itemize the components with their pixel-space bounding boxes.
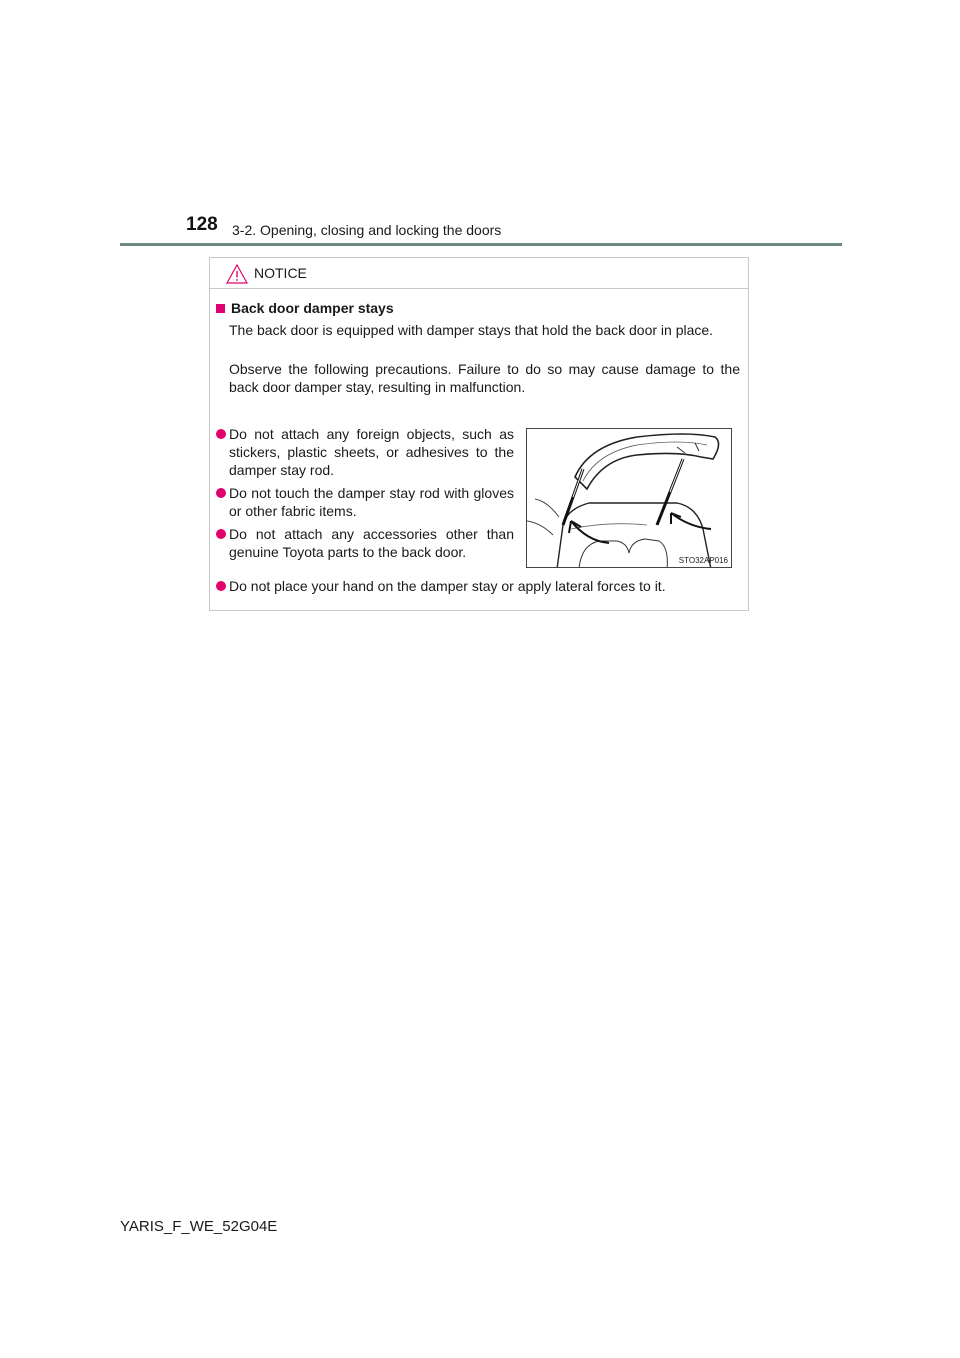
back-door-drawing: [527, 429, 732, 568]
list-item-text: Do not touch the damper stay rod with gloves or other fabric items.: [229, 485, 514, 519]
warning-triangle-icon: [226, 264, 248, 284]
page-number: 128: [186, 214, 218, 235]
notice-label: NOTICE: [254, 265, 307, 281]
notice-box: [209, 257, 749, 611]
subheading-text: Back door damper stays: [231, 300, 394, 316]
document-code: YARIS_F_WE_52G04E: [120, 1218, 278, 1235]
list-item-text: Do not attach any foreign objects, such as stickers, plastic sheets, or adhesives to the damper stay rod.: [229, 426, 514, 478]
paragraph-precautions: Observe the following precautions. Failure to do so may cause damage to the back door damper stay, resulting in malfunction.: [229, 361, 740, 395]
list-item: [216, 525, 514, 561]
bullet-icon: [216, 488, 226, 498]
list-item: [216, 425, 514, 479]
back-door-illustration: [526, 428, 732, 568]
paragraph-intro: The back door is equipped with damper stays that hold the back door in place.: [229, 322, 714, 338]
list-item: [216, 484, 514, 520]
subheading: [216, 300, 394, 316]
list-item-text: Do not place your hand on the damper stay or apply lateral forces to it.: [229, 578, 666, 594]
bullet-icon: [216, 429, 226, 439]
bullet-icon: [216, 581, 226, 591]
list-item-last: [216, 577, 744, 595]
precaution-list: [216, 425, 514, 566]
figure-code: STO32AP016: [678, 556, 728, 565]
section-title: 3-2. Opening, closing and locking the doors: [232, 222, 502, 238]
bullet-icon: [216, 529, 226, 539]
header-rule: [120, 243, 842, 246]
notice-header: [210, 258, 748, 289]
list-item-text: Do not attach any accessories other than genuine Toyota parts to the back door.: [229, 526, 514, 560]
square-bullet-icon: [216, 304, 225, 313]
